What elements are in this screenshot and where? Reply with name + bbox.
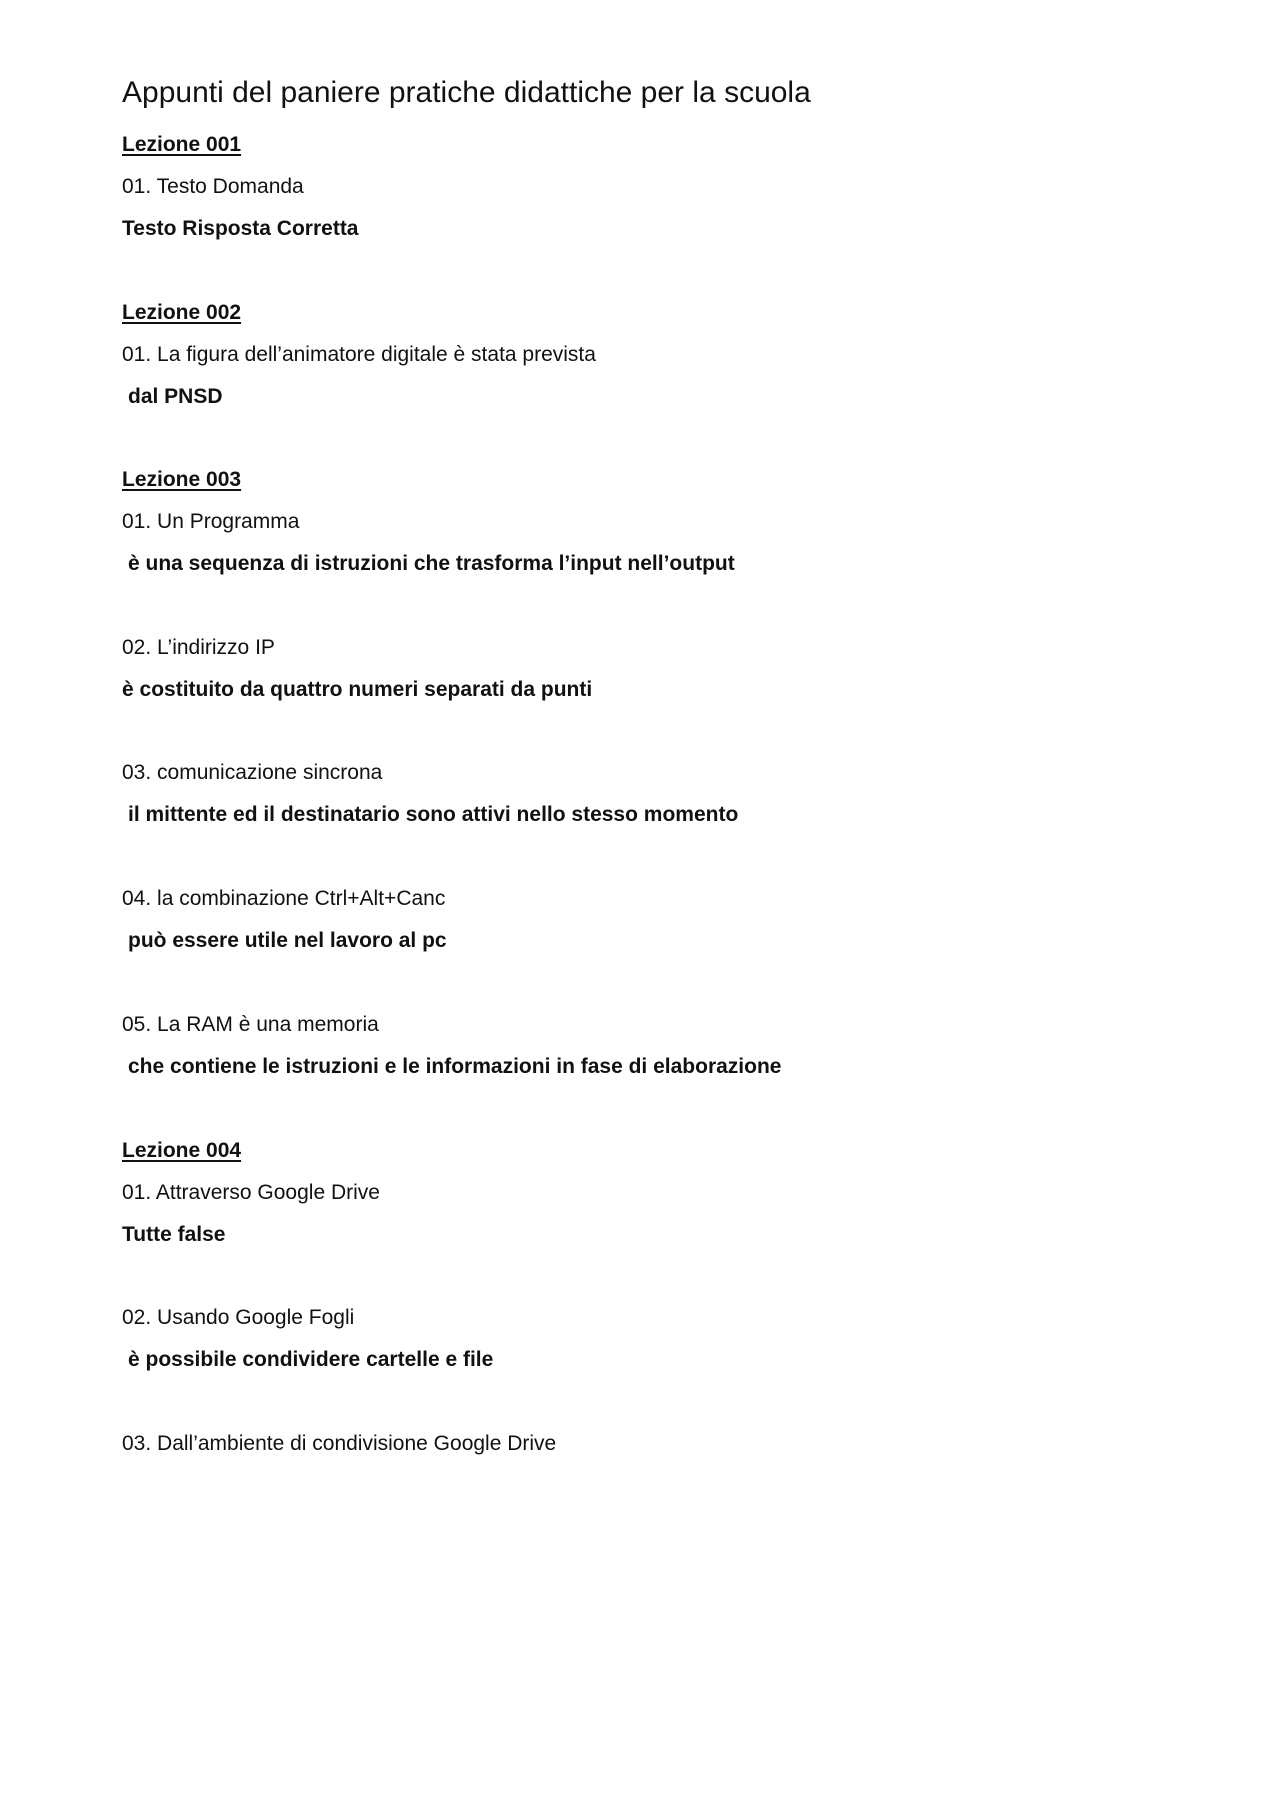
- answer-003-04: può essere utile nel lavoro al pc: [128, 929, 447, 952]
- answer-003-03: il mittente ed il destinatario sono attivi nello stesso momento: [128, 803, 739, 826]
- question-004-03: 03. Dall’ambiente di condivisione Google Drive: [122, 1432, 557, 1455]
- question-004-01: 01. Attraverso Google Drive: [122, 1181, 380, 1204]
- answer-004-02: è possibile condividere cartelle e file: [128, 1348, 494, 1371]
- question-004-02: 02. Usando Google Fogli: [122, 1306, 355, 1329]
- lesson-heading-004: Lezione 004: [122, 1139, 242, 1162]
- question-002-01: 01. La figura dell’animatore digitale è stata prevista: [122, 343, 596, 366]
- document-title: Appunti del paniere pratiche didattiche per la scuola: [122, 76, 811, 109]
- question-003-04: 04. la combinazione Ctrl+Alt+Canc: [122, 887, 446, 910]
- answer-003-01: è una sequenza di istruzioni che trasforma l’input nell’output: [128, 552, 735, 575]
- question-003-03: 03. comunicazione sincrona: [122, 761, 383, 784]
- lesson-heading-001: Lezione 001: [122, 133, 242, 156]
- question-003-05: 05. La RAM è una memoria: [122, 1013, 379, 1036]
- question-001-01: 01. Testo Domanda: [122, 175, 304, 198]
- lesson-heading-002: Lezione 002: [122, 301, 242, 324]
- answer-003-02: è costituito da quattro numeri separati da punti: [122, 678, 593, 701]
- answer-003-05: che contiene le istruzioni e le informazioni in fase di elaborazione: [128, 1055, 782, 1078]
- answer-002-01: dal PNSD: [128, 385, 223, 408]
- question-003-01: 01. Un Programma: [122, 510, 300, 533]
- answer-004-01: Tutte false: [122, 1223, 226, 1246]
- lesson-heading-003: Lezione 003: [122, 468, 242, 491]
- answer-001-01: Testo Risposta Corretta: [122, 217, 359, 240]
- question-003-02: 02. L’indirizzo IP: [122, 636, 275, 659]
